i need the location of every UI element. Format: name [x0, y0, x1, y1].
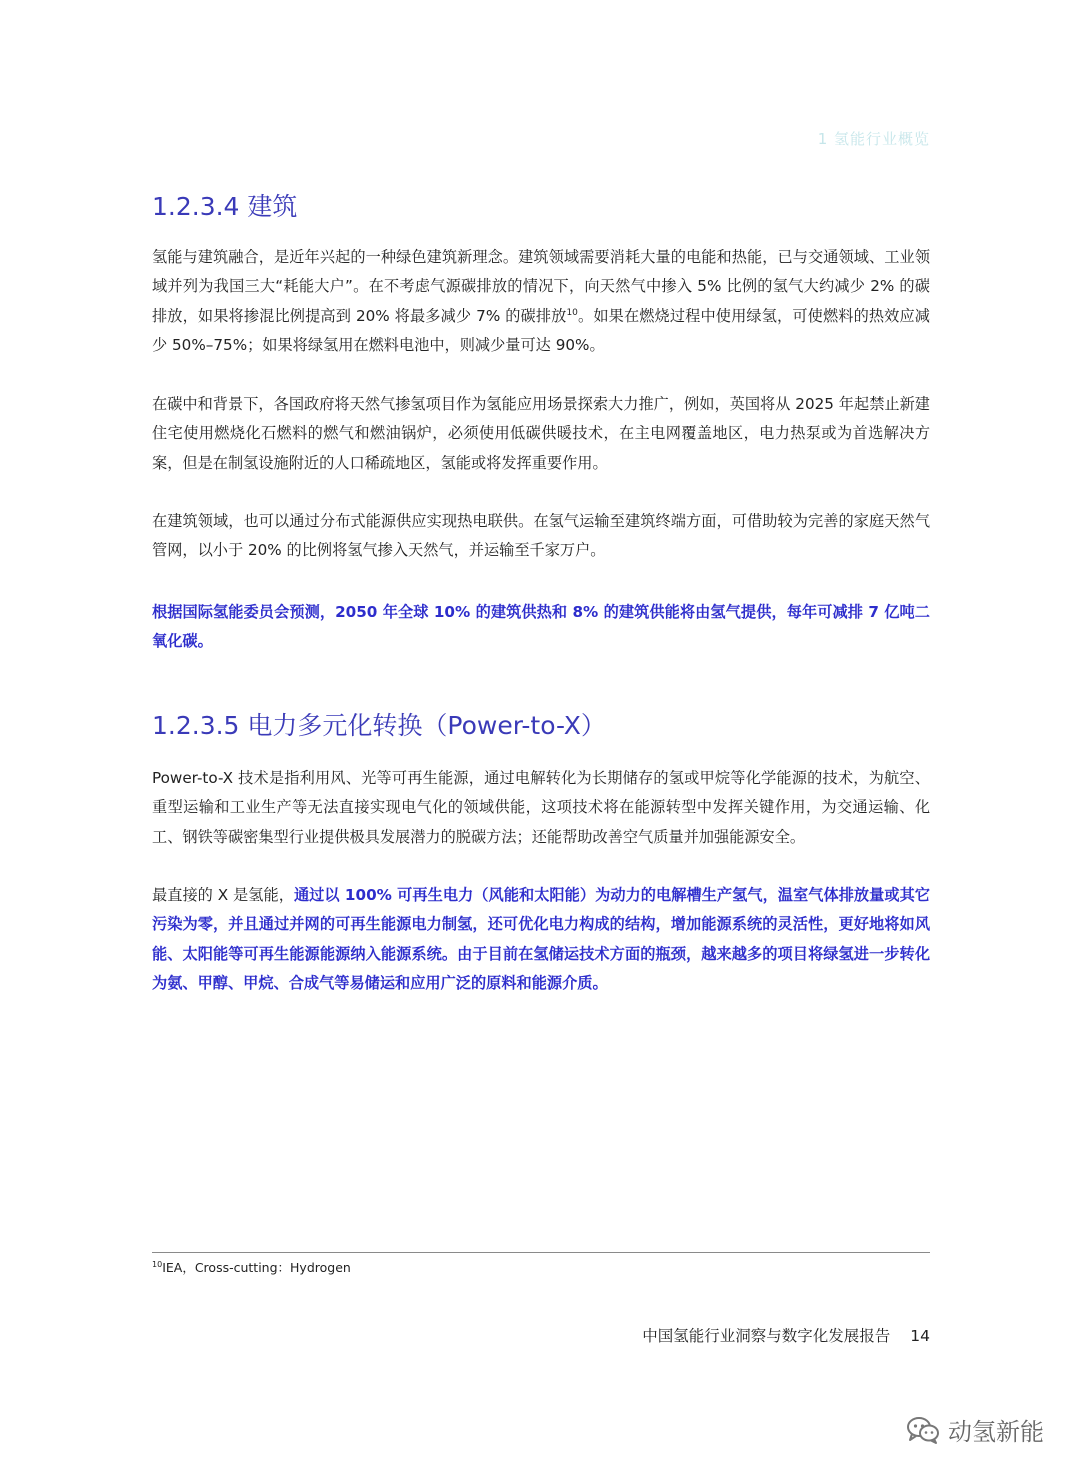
- paragraph: Power-to-X 技术是指利用风、光等可再生能源，通过电解转化为长期储存的氢或甲烷等化学能源的技术，为航空、重型运输和工业生产等无法直接实现电气化的领域供能，这项技术将在能源转型中发挥关键作用，为交通运输、化工、钢铁等碳密集型行业提供极具发展潜力的脱碳方法；还能帮助改善空气质量并加强能源安全。: [152, 769, 930, 846]
- paragraph: 在碳中和背景下，各国政府将天然气掺氢项目作为氢能应用场景探索大力推广，例如，英国将从 2025 年起禁止新建住宅使用燃烧化石燃料的燃气和燃油锅炉，必须使用低碳供暖技术，在主电网覆盖地区，电力热泵或为首选解决方案，但是在制氢设施附近的人口稀疏地区，氢能或将发挥重要作用。: [152, 395, 930, 472]
- footnote-ref[interactable]: 10: [566, 307, 578, 318]
- highlight-text: 通过以 100% 可再生电力（风能和太阳能）为动力的电解槽生产氢气，温室气体排放量或其它污染为零，并且通过并网的可再生能源电力制氢，还可优化电力构成的结构，增加能源系统的灵活性，更好地将如风能、太阳能等可再生能源能源纳入能源系统。由于目前在氢储运技术方面的瓶颈，越来越多的项目将绿氢进一步转化为氨、甲醇、甲烷、合成气等易储运和应用广泛的原料和能源介质。: [152, 886, 930, 992]
- footnote-number: 10: [152, 1260, 163, 1269]
- watermark: [906, 1412, 1044, 1447]
- footnote: [152, 1258, 351, 1276]
- section-heading-buildings: 1.2.3.4 建筑: [152, 192, 298, 221]
- highlight-paragraph: 根据国际氢能委员会预测，2050 年全球 10% 的建筑供热和 8% 的建筑供能将由氢气提供，每年可减排 7 亿吨二氧化碳。: [152, 603, 930, 651]
- running-header: 1 氢能行业概览: [817, 130, 930, 148]
- footnote-divider: [152, 1252, 930, 1253]
- paragraph: 在建筑领域，也可以通过分布式能源供应实现热电联供。在氢气运输至建筑终端方面，可借助较为完善的家庭天然气管网，以小于 20% 的比例将氢气掺入天然气，并运输至千家万户。: [152, 512, 930, 560]
- footnote-text: IEA，Cross-cutting：Hydrogen: [162, 1260, 351, 1275]
- report-title: 中国氢能行业洞察与数字化发展报告: [642, 1327, 891, 1345]
- page-footer: [642, 1324, 930, 1346]
- wechat-icon: [906, 1415, 940, 1445]
- paragraph: 最直接的 X 是氢能，通过以 100% 可再生电力（风能和太阳能）为动力的电解槽生产氢气，温室气体排放量或其它污染为零，并且通过并网的可再生能源电力制氢，还可优化电力构成的结构，增加能源系统的灵活性，更好地将如风能、太阳能等可再生能源能源纳入能源系统。由于目前在氢储运技术方面的瓶颈，越来越多的项目将绿氢进一步转化为氨、甲醇、甲烷、合成气等易储运和应用广泛的原料和能源介质。: [152, 886, 930, 992]
- paragraph: 氢能与建筑融合，是近年兴起的一种绿色建筑新理念。建筑领域需要消耗大量的电能和热能，已与交通领域、工业领域并列为我国三大“耗能大户”。在不考虑气源碳排放的情况下，向天然气中掺入 5% 比例的氢气大约减少 2% 的碳排放，如果将掺混比例提高到 20% 将最多减少 7% 的碳排放$^{10}$。如果在燃烧过程中使用绿氢，可使燃料的热效应减少 50%–75%；如果将绿氢用在燃料电池中，则减少量可达 90%。: [152, 248, 930, 354]
- page-number: 14: [910, 1327, 930, 1345]
- section-heading-power-to-x: 1.2.3.5 电力多元化转换（Power-to-X）: [152, 711, 606, 740]
- watermark-text: 动氢新能: [948, 1418, 1044, 1446]
